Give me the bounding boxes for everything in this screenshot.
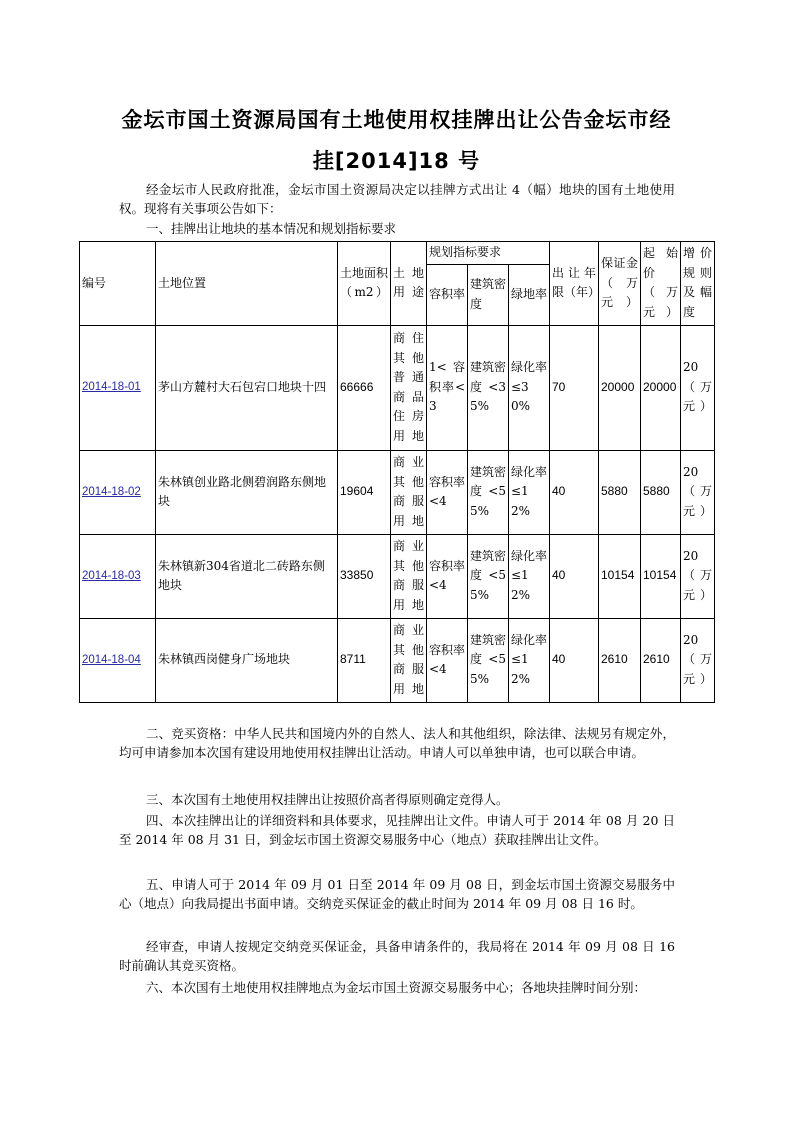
- header-area: 土地面积（m2）: [338, 242, 391, 326]
- header-deposit: 保证金（万元）: [599, 242, 641, 326]
- land-parcel-table: [79, 241, 715, 703]
- parcel-code-cell: [80, 534, 156, 618]
- parcel-far: 容积率<4: [427, 534, 468, 618]
- header-code: 编号: [80, 242, 156, 326]
- section5-paragraph: 五、申请人可于 2014 年 09 月 01 日至 2014 年 09 月 08 日，到金坛市国土资源交易服务中心（地点）向我局提出书面申请。交纳竞买保证金的截止时间为 2014 年 09 月 08 日 16 时。: [119, 877, 675, 911]
- parcel-far: 容积率<4: [427, 618, 468, 702]
- parcel-increment: 20（万元）: [681, 325, 715, 450]
- parcel-start-price: 10154: [641, 534, 681, 618]
- intro-paragraph: 经金坛市人民政府批准，金坛市国土资源局决定以挂牌方式出让 4（幅）地块的国有土地使用权。现将有关事项公告如下：: [119, 182, 675, 216]
- parcel-green: 绿化率≤12%: [509, 450, 550, 534]
- parcel-code-cell: [80, 618, 156, 702]
- document-title-line2: 挂[2014]18 号: [312, 149, 481, 173]
- parcel-deposit: 2610: [599, 618, 641, 702]
- parcel-start-price: 2610: [641, 618, 681, 702]
- table-row: [80, 450, 715, 534]
- parcel-area: 33850: [338, 534, 391, 618]
- header-green: 绿地率: [509, 264, 550, 325]
- parcel-term: 40: [550, 618, 599, 702]
- parcel-start-price: 5880: [641, 450, 681, 534]
- parcel-term: 40: [550, 534, 599, 618]
- parcel-use: 商业其他商服用地: [391, 618, 427, 702]
- parcel-term: 40: [550, 450, 599, 534]
- table-row: [80, 618, 715, 702]
- section1-heading: 一、挂牌出让地块的基本情况和规划指标要求: [146, 221, 397, 236]
- header-location: 土地位置: [156, 242, 338, 326]
- section6-paragraph: 六、本次国有土地使用权挂牌地点为金坛市国土资源交易服务中心；各地块挂牌时间分别：: [146, 980, 647, 995]
- parcel-area: 66666: [338, 325, 391, 450]
- parcel-code-cell: [80, 450, 156, 534]
- parcel-density: 建筑密度<55%: [468, 534, 509, 618]
- parcel-area: 8711: [338, 618, 391, 702]
- header-far: 容积率: [427, 264, 468, 325]
- parcel-code-link[interactable]: 2014-18-02: [82, 485, 141, 498]
- header-term: 出让年限（年）: [550, 242, 599, 326]
- header-start-price: 起始价（万元）: [641, 242, 681, 326]
- parcel-increment: 20（万元）: [681, 618, 715, 702]
- parcel-use: 商业其他商服用地: [391, 450, 427, 534]
- parcel-area: 19604: [338, 450, 391, 534]
- section2-paragraph: 二、竞买资格：中华人民共和国境内外的自然人、法人和其他组织，除法律、法规另有规定外，均可申请参加本次国有建设用地使用权挂牌出让活动。申请人可以单独申请，也可以联合申请。: [119, 726, 675, 760]
- parcel-start-price: 20000: [641, 325, 681, 450]
- parcel-green: 绿化率≤12%: [509, 618, 550, 702]
- parcel-density: 建筑密度<35%: [468, 325, 509, 450]
- parcel-green: 绿化率≤12%: [509, 534, 550, 618]
- table-header-row1: [80, 242, 715, 265]
- document-title-line1: 金坛市国土资源局国有土地使用权挂牌出让公告金坛市经: [121, 108, 672, 132]
- parcel-location: 朱林镇新304省道北二砖路东侧地块: [156, 534, 338, 618]
- review-paragraph: 经审查，申请人按规定交纳竞买保证金，具备申请条件的，我局将在 2014 年 09 月 08 日 16 时前确认其竞买资格。: [119, 939, 675, 973]
- table-row: [80, 325, 715, 450]
- header-use: 土地用途: [391, 242, 427, 326]
- parcel-far: 1< 容积率<3: [427, 325, 468, 450]
- parcel-location: 朱林镇西岗健身广场地块: [156, 618, 338, 702]
- parcel-use: 商住其他普通商品住房用地: [391, 325, 427, 450]
- parcel-code-link[interactable]: 2014-18-01: [82, 381, 141, 394]
- parcel-deposit: 20000: [599, 325, 641, 450]
- header-plan-group: 规划指标要求: [427, 242, 550, 265]
- header-increment: 增价规则及幅度: [681, 242, 715, 326]
- parcel-density: 建筑密度<55%: [468, 450, 509, 534]
- section3-paragraph: 三、本次国有土地使用权挂牌出让按照价高者得原则确定竞得人。: [146, 792, 509, 807]
- parcel-code-link[interactable]: 2014-18-04: [82, 653, 141, 666]
- parcel-deposit: 5880: [599, 450, 641, 534]
- parcel-density: 建筑密度<55%: [468, 618, 509, 702]
- table-row: [80, 534, 715, 618]
- parcel-location: 朱林镇创业路北侧碧润路东侧地块: [156, 450, 338, 534]
- section4-paragraph: 四、本次挂牌出让的详细资料和具体要求，见挂牌出让文件。申请人可于 2014 年 08 月 20 日至 2014 年 08 月 31 日，到金坛市国土资源交易服务中心（地点）获取挂牌出让文件。: [119, 813, 675, 847]
- parcel-code-link[interactable]: 2014-18-03: [82, 569, 141, 582]
- parcel-increment: 20（万元）: [681, 450, 715, 534]
- header-density: 建筑密度: [468, 264, 509, 325]
- parcel-deposit: 10154: [599, 534, 641, 618]
- parcel-use: 商业其他商服用地: [391, 534, 427, 618]
- parcel-green: 绿化率≤30%: [509, 325, 550, 450]
- parcel-code-cell: [80, 325, 156, 450]
- parcel-location: 茅山方麓村大石包宕口地块十四: [156, 325, 338, 450]
- parcel-increment: 20（万元）: [681, 534, 715, 618]
- parcel-far: 容积率<4: [427, 450, 468, 534]
- parcel-term: 70: [550, 325, 599, 450]
